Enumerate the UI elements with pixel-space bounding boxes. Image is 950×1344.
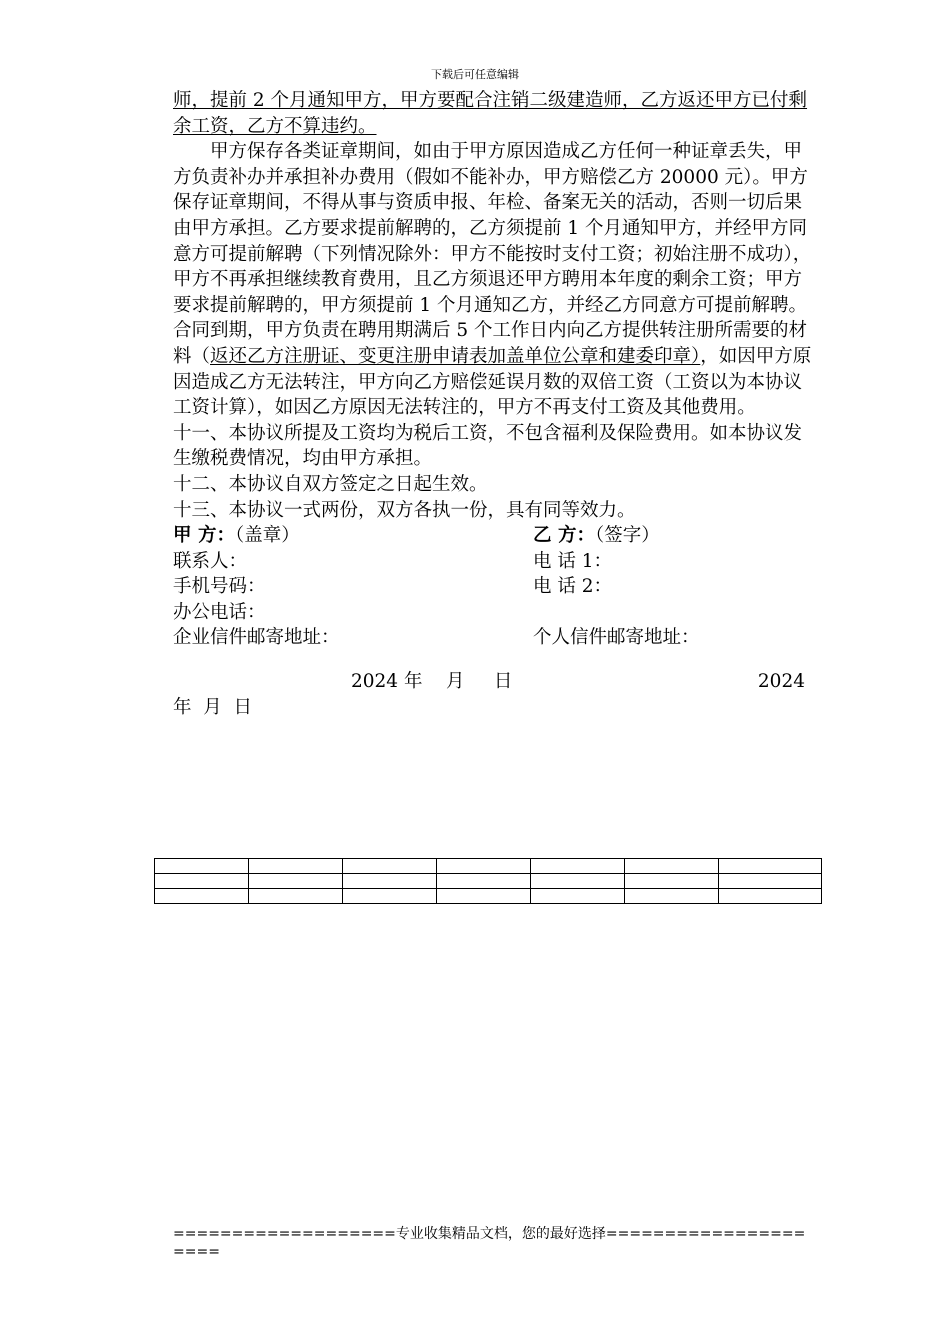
phone1-label: 电 话 1：: [533, 550, 613, 572]
mobile-row: [173, 574, 813, 600]
table-cell: [249, 874, 343, 889]
table-row: [155, 859, 822, 874]
table-cell: [719, 859, 822, 874]
table-cell: [249, 859, 343, 874]
table-cell: [531, 889, 625, 904]
table-row: [155, 889, 822, 904]
phone2-label: 电 话 2：: [533, 576, 613, 598]
table-cell: [719, 874, 822, 889]
office-phone-row: [173, 600, 813, 626]
table-cell: [249, 889, 343, 904]
date-party-a: 2024 年 月 日: [351, 671, 513, 693]
table-cell: [437, 859, 531, 874]
table-cell: [155, 889, 249, 904]
table-cell: [719, 889, 822, 904]
office-phone-label: 办公电话：: [173, 601, 266, 623]
mobile-label: 手机号码：: [173, 576, 266, 598]
paragraph-certificate-terms: [173, 139, 813, 421]
table-cell: [155, 859, 249, 874]
underlined-text: 师，提前 2 个月通知甲方，甲方要配合注销二级建造师，乙方返还甲方已付剩余工资，乙方不算违约。: [173, 90, 808, 137]
contact-row: [173, 549, 813, 575]
table-cell: [155, 874, 249, 889]
header-note: 下载后可任意编辑: [431, 68, 519, 81]
company-address-label: 企业信件邮寄地址：: [173, 627, 340, 649]
table-cell: [625, 874, 719, 889]
underlined-text: 返还乙方注册证、变更注册申请表加盖单位公章和建委印章）: [210, 345, 701, 367]
blank-table: [154, 858, 822, 904]
table-cell: [625, 889, 719, 904]
table-cell: [625, 859, 719, 874]
date-party-b-rest: 年 月 日: [173, 696, 253, 718]
paragraph-text: 甲方保存各类证章期间，如由于甲方原因造成乙方任何一种证章丢失，甲方负责补办并承担补办费用（假如不能补办，甲方赔偿乙方 20000 元）。甲方保存证章期间，不得从事与资质申报、年检、备案无关的活动，否则一切后果由甲方承担。乙方要求提前解聘的，乙方须提前 1 个月通知甲方，并经甲方同意方可提前解聘（下列情况除外：甲方不能按时支付工资；初始注册不成功），甲方不再承担继续教育费用，且乙方须退还甲方聘用本年度的剩余工资；甲方要求提前解聘的，甲方须提前 1 个月通知乙方，并经乙方同意方可提前解聘。合同到期，甲方负责在聘用期满后 5 个工作日内向乙方提供转注册所需要的材料（: [173, 141, 812, 367]
party-b-label: 乙 方：: [533, 525, 595, 547]
date-party-b-year: 2024: [757, 671, 805, 693]
table-row: [155, 874, 822, 889]
clause-13: 十三、本协议一式两份，双方各执一份，具有同等效力。: [173, 499, 636, 521]
clause-12: 十二、本协议自双方签定之日起生效。: [173, 473, 488, 495]
clause-11: 十一、本协议所提及工资均为税后工资，不包含福利及保险费用。如本协议发生缴税费情况，均由甲方承担。: [173, 422, 803, 470]
table-cell: [437, 874, 531, 889]
personal-address-label: 个人信件邮寄地址：: [533, 627, 700, 649]
table-cell: [343, 889, 437, 904]
date-row: [173, 669, 813, 695]
party-a-label: 甲 方：: [173, 525, 235, 547]
party-a-note: （盖章）: [234, 525, 300, 547]
table-cell: [343, 874, 437, 889]
party-labels-row: [173, 523, 813, 549]
table-cell: [531, 874, 625, 889]
party-b-note: （签字）: [594, 525, 660, 547]
paragraph-continuation: [173, 88, 813, 139]
document-body: [173, 88, 813, 720]
address-row: [173, 625, 813, 651]
table-cell: [437, 889, 531, 904]
footer-banner: ===================专业收集精品文档，您的最好选择=====================: [173, 1226, 806, 1260]
table-cell: [531, 859, 625, 874]
table-cell: [343, 859, 437, 874]
contact-label: 联系人：: [173, 550, 248, 572]
paragraph-text: ，如因甲方原因造成乙方无法转注，甲方向乙方赔偿延误月数的双倍工资（工资以为本协议工资计算），如因乙方原因无法转注的，甲方不再支付工资及其他费用。: [173, 345, 812, 419]
